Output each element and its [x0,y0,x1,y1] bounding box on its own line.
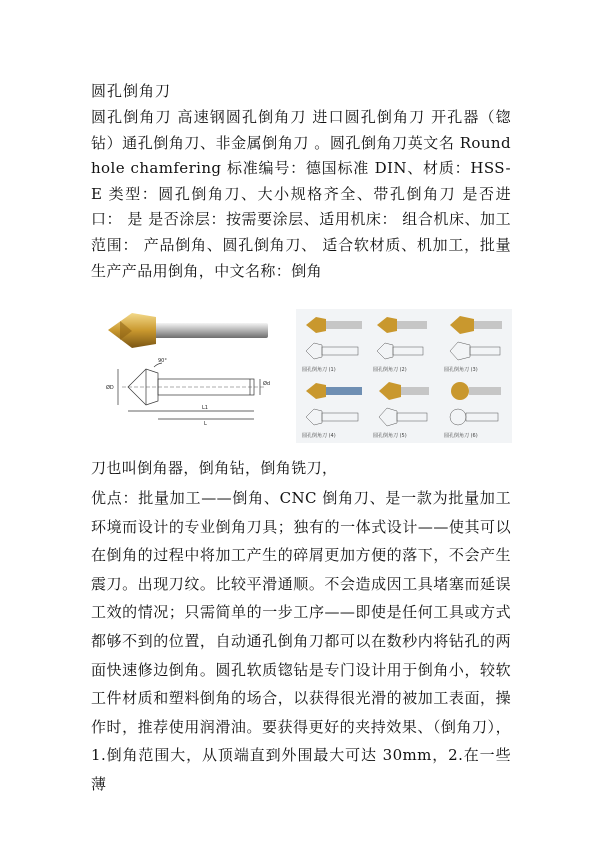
document-title: 圆孔倒角刀 [91,82,172,100]
shank-diameter-label: Ød [263,381,271,387]
catalog-cell: 圆孔倒角刀 (1) [298,311,368,375]
intro-paragraph: 圆孔倒角刀 高速钢圆孔倒角刀 进口圆孔倒角刀 开孔器（锪钻）通孔倒角刀、非金属倒角刀 。圆孔倒角刀英文名 Round hole chamfering 标准编号：德国标准 DIN、材质：HSS-E 类型：圆孔倒角刀、大小规格齐全、带孔倒角刀 是否进口： 是 是否涂层：按需要涂层、适用机床： 组合机床、加工范围： 产品倒角、圆孔倒角刀、 适合软材质、机加工，批量生产产品用倒角，中文名称：倒角 [91,108,511,280]
angle-label: 90° [158,358,167,364]
advantages-paragraph: 优点：批量加工——倒角、CNC 倒角刀、是一款为批量加工环境而设计的专业倒角刀具；独有的一体式设计——使其可以在倒角的过程中将加工产生的碎屑更加方便的落下，不会产生震刀。出现刀纹。比较平滑通顺。不会造成因工具堵塞而延误工效的情况；只需简单的一步工序——即使是任何工具或方式都够不到的位置，自动通孔倒角刀都可以在数秒内将钻孔的两面快速修边倒角。圆孔软质锪钻是专门设计用于倒角小，较软工件材质和塑料倒角的场合，以获得很光滑的被加工表面，操作时，推荐使用润滑油。要获得更好的夹持效果、（倒角刀），1.倒角范围大，从顶端直到外围最大可达 30mm，2.在一些薄 [91,489,511,793]
chamfer-cutter-figure [100,307,280,427]
length1-label: L1 [202,405,208,411]
length-label: L [204,421,207,427]
cutter-dimension-drawing [118,363,265,419]
catalog-cell: 圆孔倒角刀 (3) [440,311,510,375]
diameter-label: ØD [106,385,114,391]
catalog-cell: 圆孔倒角刀 (6) [440,377,510,441]
cutter-head [108,313,156,348]
catalog-cell: 圆孔倒角刀 (5) [369,377,439,441]
cutter-shank [154,323,268,338]
product-catalog-grid [296,309,512,443]
catalog-cell: 圆孔倒角刀 (2) [369,311,439,375]
catalog-cell: 圆孔倒角刀 (4) [298,377,368,441]
alias-paragraph: 刀也叫倒角器，倒角钻，倒角铣刀， [91,459,338,477]
